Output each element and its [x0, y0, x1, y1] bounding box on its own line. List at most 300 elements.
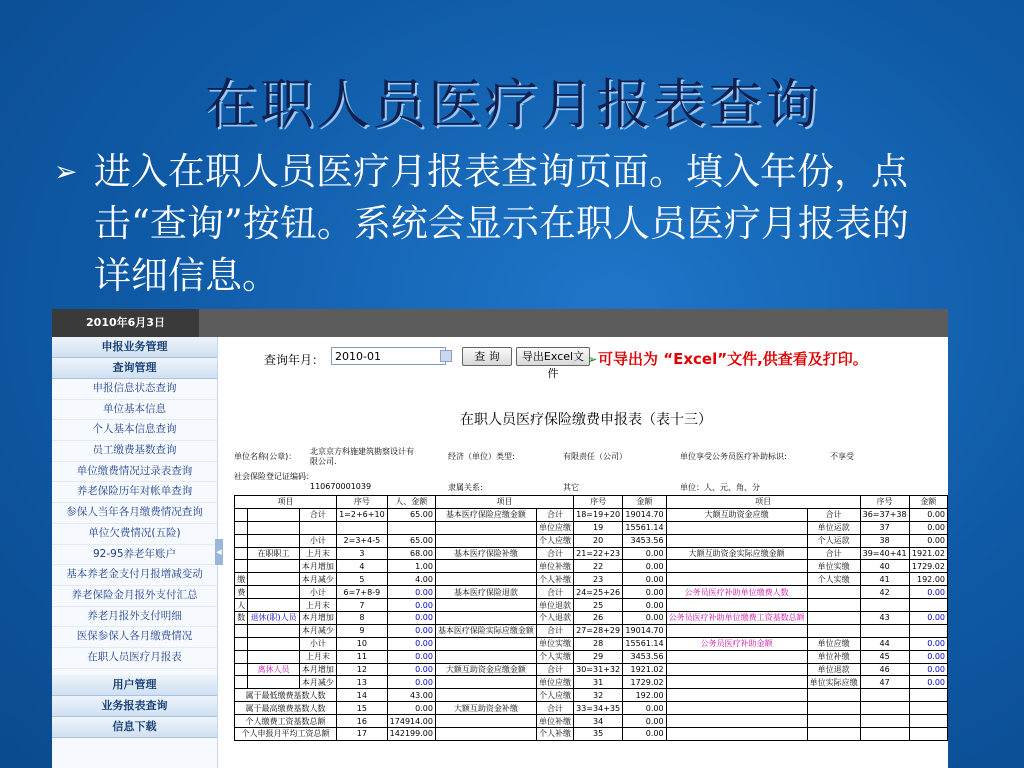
table-cell: 34 — [574, 715, 623, 728]
table-cell: 大额互助资金实际应缴金额 — [666, 547, 807, 560]
table-cell: 20 — [574, 534, 623, 547]
bullet-point — [54, 146, 938, 302]
table-cell: 本月减少 — [299, 573, 336, 586]
table-cell: 个人应缴 — [536, 689, 573, 702]
table-cell: 0.00 — [623, 560, 666, 573]
affiliation-label: 隶属关系: — [448, 483, 483, 492]
sidebar-item-1-2[interactable]: 个人基本信息查询 — [52, 420, 217, 441]
table-cell: 0.00 — [387, 599, 435, 612]
econ-type-label: 经济（单位）类型: — [448, 452, 515, 461]
table-cell: 个人补缴 — [536, 573, 573, 586]
table-cell: 192.00 — [623, 689, 666, 702]
table-cell: 47 — [860, 676, 909, 689]
sidebar-item-1-0[interactable]: 申报信息状态查询 — [52, 379, 217, 400]
reg-code-label: 社会保险登记证编码： — [234, 472, 314, 481]
table-header: 项目 — [435, 496, 573, 509]
table-cell: 0.00 — [909, 637, 947, 650]
table-cell: 本月减少 — [299, 624, 336, 637]
table-cell — [666, 534, 807, 547]
table-cell: 38 — [860, 534, 909, 547]
unit-name-value: 北京京方科施建筑勘察设计有限公司. — [310, 447, 414, 466]
app-screenshot — [52, 309, 948, 768]
table-cell: 属于最低缴费基数人数 — [235, 689, 337, 702]
table-cell — [248, 676, 299, 689]
table-cell: 单位应缴 — [536, 676, 573, 689]
table-cell — [435, 676, 536, 689]
table-cell: 本月增加 — [299, 663, 336, 676]
sidebar-item-1-4[interactable]: 单位缴费情况过录表查询 — [52, 462, 217, 483]
table-cell: 0.00 — [909, 612, 947, 625]
table-cell: 0.00 — [623, 599, 666, 612]
table-cell: 单位实缴 — [807, 560, 860, 573]
table-cell: 0.00 — [909, 521, 947, 534]
table-cell: 15 — [337, 702, 388, 715]
table-cell: 30=31+32 — [574, 663, 623, 676]
table-cell: 合计 — [536, 702, 573, 715]
table-cell — [248, 586, 299, 599]
table-cell: 小计 — [299, 534, 336, 547]
table-cell: 0.00 — [387, 650, 435, 663]
sidebar-item-1-8[interactable]: 92-95养老年账户 — [52, 545, 217, 566]
table-cell — [248, 508, 299, 521]
export-note: 可导出为 “Excel”文件,供查看及打印。 — [598, 350, 868, 368]
table-cell: 个人实缴 — [807, 573, 860, 586]
table-cell — [666, 573, 807, 586]
table-cell: 33=34+35 — [574, 702, 623, 715]
table-cell — [248, 573, 299, 586]
sidebar-item-1-10[interactable]: 养老保险金月报外支付汇总 — [52, 586, 217, 607]
table-cell: 192.00 — [909, 573, 947, 586]
table-cell — [248, 624, 299, 637]
table-cell: 单位应缴 — [807, 637, 860, 650]
sidebar-item-1-13[interactable]: 在职人员医疗月报表 — [52, 648, 217, 669]
table-cell: 1729.02 — [623, 676, 666, 689]
table-cell — [235, 663, 248, 676]
table-row — [235, 586, 948, 599]
table-cell: 大额互助资金应缴金额 — [435, 663, 536, 676]
table-cell: 65.00 — [387, 508, 435, 521]
table-cell — [235, 534, 248, 547]
table-row — [235, 547, 948, 560]
table-cell — [387, 521, 435, 534]
table-cell: 个人运款 — [807, 534, 860, 547]
table-cell — [666, 650, 807, 663]
table-cell: 合计 — [536, 508, 573, 521]
table-cell: 21=22+23 — [574, 547, 623, 560]
table-cell: 2=3+4-5 — [337, 534, 388, 547]
table-cell: 本月增加 — [299, 612, 336, 625]
table-cell: 0.00 — [623, 728, 666, 741]
table-cell — [235, 624, 248, 637]
table-header: 项目 — [235, 496, 337, 509]
table-cell: 1921.02 — [909, 547, 947, 560]
query-button[interactable]: 查 询 — [462, 347, 512, 366]
table-cell — [807, 624, 860, 637]
table-row — [235, 650, 948, 663]
table-cell: 单位运款 — [807, 521, 860, 534]
table-cell: 0.00 — [387, 624, 435, 637]
table-cell — [435, 534, 536, 547]
table-cell: 1921.02 — [623, 663, 666, 676]
table-cell: 公务员医疗补助单位缴费人数 — [666, 586, 807, 599]
table-cell: 44 — [860, 637, 909, 650]
table-cell — [807, 599, 860, 612]
table-cell — [435, 689, 536, 702]
table-cell: 26 — [574, 612, 623, 625]
table-cell — [807, 612, 860, 625]
table-cell: 本月增加 — [299, 560, 336, 573]
table-cell: 39=40+41 — [860, 547, 909, 560]
table-cell — [248, 599, 299, 612]
table-cell: 个人退款 — [536, 612, 573, 625]
table-cell: 19014.70 — [623, 624, 666, 637]
table-cell: 1=2+6+10 — [337, 508, 388, 521]
table-cell: 单位实际应缴 — [807, 676, 860, 689]
table-cell — [248, 534, 299, 547]
affiliation-value: 其它 — [563, 483, 579, 492]
table-cell — [435, 650, 536, 663]
table-cell — [860, 624, 909, 637]
table-header: 金额 — [623, 496, 666, 509]
table-cell: 大额互助资金补缴 — [435, 702, 536, 715]
table-cell: 29 — [574, 650, 623, 663]
table-cell: 个人补缴 — [536, 728, 573, 741]
table-cell: 个人应缴 — [536, 534, 573, 547]
table-row — [235, 521, 948, 534]
table-cell: 合计 — [807, 547, 860, 560]
table-row — [235, 534, 948, 547]
table-cell: 16 — [337, 715, 388, 728]
table-cell — [909, 599, 947, 612]
table-cell: 25 — [574, 599, 623, 612]
table-row — [235, 599, 948, 612]
table-cell: 单位补缴 — [536, 715, 573, 728]
table-cell — [666, 521, 807, 534]
table-cell — [807, 689, 860, 702]
table-cell — [666, 676, 807, 689]
sidebar-item-1-5[interactable]: 养老保险历年对帐单查询 — [52, 482, 217, 503]
table-cell — [435, 715, 536, 728]
table-cell — [807, 728, 860, 741]
sidebar-item-1-9[interactable]: 基本养老金支付月报增减变动 — [52, 565, 217, 586]
table-cell: 单位补缴 — [536, 560, 573, 573]
table-cell: 31 — [574, 676, 623, 689]
table-cell — [235, 637, 248, 650]
table-cell — [909, 715, 947, 728]
table-cell: 45 — [860, 650, 909, 663]
table-cell: 0.00 — [623, 573, 666, 586]
table-cell: 19014.70 — [623, 508, 666, 521]
sidebar-section-2[interactable]: 用户管理 — [52, 675, 217, 696]
table-cell: 单位补缴 — [807, 650, 860, 663]
table-cell — [666, 715, 807, 728]
sidebar-item-1-6[interactable]: 参保人当年各月缴费情况查询 — [52, 503, 217, 524]
table-header: 序号 — [337, 496, 388, 509]
table-cell: 0.00 — [623, 715, 666, 728]
table-cell — [435, 728, 536, 741]
table-cell: 0.00 — [387, 663, 435, 676]
table-cell: 单位退款 — [536, 599, 573, 612]
query-month-label: 查询年月： — [264, 353, 325, 367]
table-cell: 19 — [574, 521, 623, 534]
table-cell — [666, 663, 807, 676]
table-cell: 18=19+20 — [574, 508, 623, 521]
sidebar-item-1-3[interactable]: 员工缴费基数查询 — [52, 441, 217, 462]
table-cell: 合计 — [536, 663, 573, 676]
table-cell: 合计 — [807, 508, 860, 521]
sidebar — [52, 337, 218, 768]
table-cell: 离休人员 — [248, 663, 299, 676]
bullet-text: 进入在职人员医疗月报表查询页面。填入年份，点击“查询”按钮。系统会显示在职人员医疗月报表的详细信息。 — [94, 150, 909, 297]
subsidy-label: 单位享受公务员医疗补助标识: — [680, 452, 787, 461]
sidebar-section-1[interactable]: 查询管理 — [52, 358, 217, 379]
table-cell — [807, 586, 860, 599]
table-cell — [435, 573, 536, 586]
subsidy-value: 不享受 — [830, 452, 854, 461]
table-cell: 0.00 — [623, 547, 666, 560]
table-cell: 上月末 — [299, 599, 336, 612]
table-cell: 8 — [337, 612, 388, 625]
sidebar-section-4[interactable]: 信息下载 — [52, 717, 217, 738]
table-header: 序号 — [574, 496, 623, 509]
bullet-arrow-icon: ➢ — [54, 155, 78, 188]
table-cell: 0.00 — [623, 702, 666, 715]
table-cell — [666, 689, 807, 702]
table-cell: 22 — [574, 560, 623, 573]
table-cell — [235, 547, 248, 560]
table-cell: 基本医疗保险补缴 — [435, 547, 536, 560]
table-cell: 3453.56 — [623, 534, 666, 547]
table-cell: 0.00 — [909, 650, 947, 663]
sidebar-item-1-1[interactable]: 单位基本信息 — [52, 400, 217, 421]
table-cell — [666, 728, 807, 741]
econ-type-value: 有限责任（公司） — [563, 452, 627, 461]
table-cell: 27=28+29 — [574, 624, 623, 637]
table-cell: 1729.02 — [909, 560, 947, 573]
table-cell — [235, 508, 248, 521]
table-cell: 0.00 — [387, 702, 435, 715]
export-excel-button[interactable]: 导出Excel文件 — [516, 347, 590, 366]
table-cell: 15561.14 — [623, 521, 666, 534]
table-cell: 40 — [860, 560, 909, 573]
table-row — [235, 624, 948, 637]
table-cell: 上月末 — [299, 547, 336, 560]
table-cell: 142199.00 — [387, 728, 435, 741]
reg-code-value: 110670001039 — [310, 482, 372, 491]
top-bar — [199, 309, 948, 337]
table-cell: 0.00 — [909, 508, 947, 521]
table-cell — [860, 702, 909, 715]
table-cell: 42 — [860, 586, 909, 599]
table-cell: 合计 — [536, 547, 573, 560]
table-cell: 3 — [337, 547, 388, 560]
table-cell: 0.00 — [909, 676, 947, 689]
table-cell: 单位退款 — [807, 663, 860, 676]
table-cell: 15561.14 — [623, 637, 666, 650]
table-cell: 基本医疗保险实际应缴金额 — [435, 624, 536, 637]
table-cell — [909, 624, 947, 637]
table-cell: 在职职工 — [248, 547, 299, 560]
sidebar-section-0[interactable]: 申报业务管理 — [52, 337, 217, 358]
table-header-row — [235, 496, 948, 509]
table-cell: 0.00 — [387, 637, 435, 650]
table-cell: 10 — [337, 637, 388, 650]
table-cell — [235, 560, 248, 573]
table-cell: 3453.56 — [623, 650, 666, 663]
table-cell — [860, 689, 909, 702]
table-cell: 上月末 — [299, 650, 336, 663]
table-cell: 0.00 — [623, 612, 666, 625]
table-cell: 公务员医疗补助金额 — [666, 637, 807, 650]
table-cell: 37 — [860, 521, 909, 534]
table-cell — [807, 715, 860, 728]
table-cell: 43.00 — [387, 689, 435, 702]
table-cell: 0.00 — [387, 586, 435, 599]
table-cell: 13 — [337, 676, 388, 689]
table-row — [235, 560, 948, 573]
table-cell: 属于最高缴费基数人数 — [235, 702, 337, 715]
table-cell — [248, 521, 299, 534]
table-row — [235, 508, 948, 521]
table-cell: 0.00 — [909, 586, 947, 599]
table-cell: 23 — [574, 573, 623, 586]
table-cell — [860, 599, 909, 612]
collapse-sidebar-icon[interactable]: ◀ — [215, 539, 223, 565]
table-cell: 6=7+8-9 — [337, 586, 388, 599]
table-cell: 0.00 — [387, 676, 435, 689]
table-row — [235, 676, 948, 689]
unit-note: 单位：人、元、角、分 — [680, 483, 760, 492]
report-title: 在职人员医疗保险缴费申报表（表十三） — [460, 412, 712, 428]
main-content — [228, 337, 948, 768]
table-cell — [248, 637, 299, 650]
table-header: 序号 — [860, 496, 909, 509]
table-cell: 单位应缴 — [536, 521, 573, 534]
table-cell: 单位实缴 — [536, 637, 573, 650]
table-cell — [435, 612, 536, 625]
table-cell — [860, 715, 909, 728]
table-cell: 12 — [337, 663, 388, 676]
table-cell: 本月减少 — [299, 676, 336, 689]
table-cell — [666, 702, 807, 715]
table-cell: 小计 — [299, 586, 336, 599]
table-cell — [860, 728, 909, 741]
table-cell: 0.00 — [909, 663, 947, 676]
table-cell: 36=37+38 — [860, 508, 909, 521]
table-cell — [435, 560, 536, 573]
sidebar-item-1-11[interactable]: 养老月报外支付明细 — [52, 607, 217, 628]
table-cell — [909, 689, 947, 702]
table-cell: 0.00 — [909, 534, 947, 547]
table-cell: 个人缴费工资基数总额 — [235, 715, 337, 728]
table-cell: 数 — [235, 612, 248, 625]
table-cell — [235, 650, 248, 663]
sidebar-item-1-12[interactable]: 医保参保人各月缴费情况 — [52, 627, 217, 648]
table-cell: 46 — [860, 663, 909, 676]
table-cell: 11 — [337, 650, 388, 663]
table-header: 金额 — [909, 496, 947, 509]
table-cell: 大额互助资金应缴 — [666, 508, 807, 521]
table-row — [235, 728, 948, 741]
table-cell — [235, 521, 248, 534]
table-cell: 个人申报月平均工资总额 — [235, 728, 337, 741]
table-cell: 合计 — [299, 508, 336, 521]
table-cell: 退休(职)人员 — [248, 612, 299, 625]
table-cell: 41 — [860, 573, 909, 586]
table-cell: 43 — [860, 612, 909, 625]
table-cell: 9 — [337, 624, 388, 637]
table-cell: 68.00 — [387, 547, 435, 560]
unit-name-label: 单位名称(公章)： — [234, 452, 297, 461]
table-cell — [299, 521, 336, 534]
table-row — [235, 663, 948, 676]
table-cell — [666, 599, 807, 612]
table-cell: 合计 — [536, 624, 573, 637]
date-display: 2010年6月3日 — [52, 309, 199, 337]
table-cell — [666, 624, 807, 637]
table-cell: 缴 — [235, 573, 248, 586]
table-cell: 公务员医疗补助单位缴费工资基数总额 — [666, 612, 807, 625]
table-cell: 4 — [337, 560, 388, 573]
table-cell: 人 — [235, 599, 248, 612]
table-header: 项目 — [666, 496, 860, 509]
table-row — [235, 573, 948, 586]
table-cell — [666, 560, 807, 573]
sidebar-item-1-7[interactable]: 单位欠费情况(五险) — [52, 524, 217, 545]
sidebar-section-3[interactable]: 业务报表查询 — [52, 696, 217, 717]
table-cell: 14 — [337, 689, 388, 702]
table-cell: 65.00 — [387, 534, 435, 547]
table-row — [235, 689, 948, 702]
table-row — [235, 715, 948, 728]
table-cell: 基本医疗保险应缴金额 — [435, 508, 536, 521]
table-row — [235, 637, 948, 650]
table-cell — [807, 702, 860, 715]
table-cell: 费 — [235, 586, 248, 599]
table-cell — [435, 521, 536, 534]
table-cell: 7 — [337, 599, 388, 612]
table-cell: 5 — [337, 573, 388, 586]
table-cell — [909, 702, 947, 715]
table-cell: 35 — [574, 728, 623, 741]
table-cell: 24=25+26 — [574, 586, 623, 599]
query-month-input[interactable]: 2010-01 — [331, 347, 446, 365]
report-table — [234, 495, 948, 741]
pointer-arrow-icon: ➢ — [588, 353, 598, 366]
table-cell: 1.00 — [387, 560, 435, 573]
table-cell: 合计 — [536, 586, 573, 599]
table-cell: 4.00 — [387, 573, 435, 586]
table-cell — [435, 599, 536, 612]
table-cell: 32 — [574, 689, 623, 702]
table-cell — [909, 728, 947, 741]
table-cell: 28 — [574, 637, 623, 650]
table-row — [235, 612, 948, 625]
calendar-icon[interactable] — [440, 350, 452, 362]
slide-title: 在职人员医疗月报表查询 — [204, 73, 820, 136]
table-cell: 个人实缴 — [536, 650, 573, 663]
table-cell — [235, 676, 248, 689]
table-cell: 基本医疗保险退款 — [435, 586, 536, 599]
table-cell — [337, 521, 388, 534]
table-cell: 17 — [337, 728, 388, 741]
table-row — [235, 702, 948, 715]
table-cell — [248, 650, 299, 663]
table-cell — [435, 637, 536, 650]
table-header: 人、金额 — [387, 496, 435, 509]
table-cell: 0.00 — [387, 612, 435, 625]
table-cell — [248, 560, 299, 573]
